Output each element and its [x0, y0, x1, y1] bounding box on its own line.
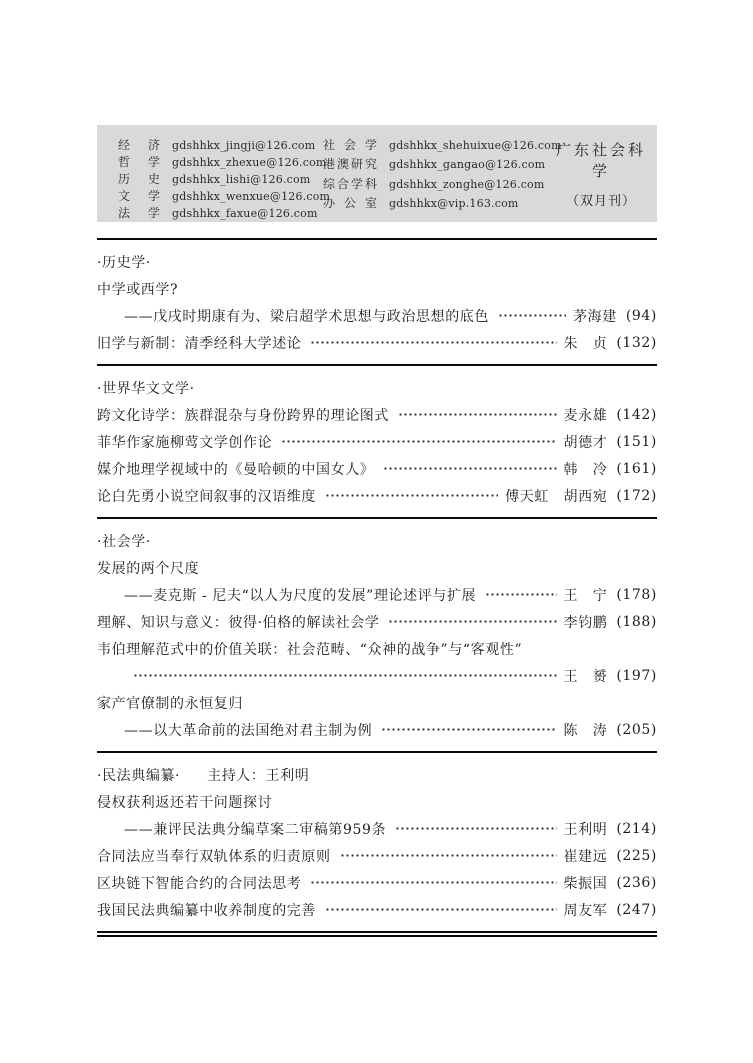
- toc-section-world-chinese-literature: [97, 366, 657, 517]
- page-content: [97, 125, 657, 937]
- bottom-double-rule: [97, 931, 657, 937]
- toc-entry: [97, 302, 657, 329]
- entry-author: 王 赟: [563, 668, 608, 685]
- section-title: ·历史学·: [97, 254, 151, 271]
- dept-email: gdshhkx@vip.163.com: [389, 196, 519, 210]
- entry-page-number: (178): [616, 586, 657, 603]
- dept-email: gdshhkx_wenxue@126.com: [172, 190, 331, 203]
- entry-title: 跨文化诗学：族群混杂与身份跨界的理论图式: [97, 407, 389, 424]
- dept-email: gdshhkx_gangao@126.com: [389, 158, 546, 172]
- dept-label: 历史: [118, 172, 160, 186]
- masthead-row: [323, 155, 551, 172]
- dept-label: 办公室: [323, 195, 377, 210]
- toc-entry: [97, 275, 657, 302]
- entry-author: 崔建远: [563, 848, 608, 865]
- entry-author: 麦永雄: [563, 407, 608, 424]
- toc-entry: [97, 401, 657, 428]
- entry-page-number: (205): [616, 721, 657, 738]
- entry-page-number: (236): [616, 874, 657, 891]
- entry-title: 理解、知识与意义：彼得·伯格的解读社会学: [97, 614, 380, 631]
- toc-entry: [97, 329, 657, 356]
- section-host: 主持人：王利明: [207, 767, 310, 784]
- entry-title: 菲华作家施柳莺文学创作论: [97, 434, 273, 451]
- dept-email: gdshhkx_lishi@126.com: [172, 173, 311, 186]
- entry-title: 韦伯理解范式中的价值关联：社会范畴、“众神的战争”与“客观性”: [97, 641, 523, 658]
- toc-entry: [97, 455, 657, 482]
- toc-entry: [97, 635, 657, 662]
- dot-leader: [340, 842, 557, 869]
- toc-entry: [97, 815, 657, 842]
- masthead-row: [323, 136, 562, 153]
- section-header: [97, 761, 657, 788]
- toc-entry: [97, 689, 657, 716]
- entry-title: 区块链下智能合约的合同法思考: [97, 875, 302, 892]
- entry-title: 发展的两个尺度: [97, 560, 200, 577]
- entry-title: 论白先勇小说空间叙事的汉语维度: [97, 488, 316, 505]
- masthead-left-column: [118, 136, 331, 220]
- entry-page-number: (142): [616, 406, 657, 423]
- entry-page-number: (94): [625, 307, 657, 324]
- toc-section-sociology: [97, 519, 657, 751]
- dot-leader: [498, 302, 566, 329]
- dot-leader: [485, 581, 556, 608]
- dept-email: gdshhkx_zhexue@126.com: [172, 156, 327, 169]
- masthead-row: [118, 170, 323, 187]
- toc-entry: [97, 842, 657, 869]
- entry-title: 侵权获利返还若干问题探讨: [97, 794, 273, 811]
- dot-leader: [325, 482, 498, 509]
- entry-author: 朱 贞: [563, 335, 608, 352]
- entry-page-number: (161): [616, 460, 657, 477]
- section-title: ·社会学·: [97, 533, 151, 550]
- entry-page-number: (197): [616, 667, 657, 684]
- section-header: [97, 527, 657, 554]
- masthead-row: [118, 204, 323, 221]
- dot-leader: [133, 662, 557, 689]
- masthead-row: [118, 187, 331, 204]
- entry-subtitle: ——麦克斯 - 尼夫“以人为尺度的发展”理论述评与扩展: [124, 587, 477, 604]
- entry-title: 旧学与新制：清季经科大学述论: [97, 335, 302, 352]
- entry-author: 周友军: [563, 902, 608, 919]
- toc-entry: [97, 788, 657, 815]
- dept-label: 社会学: [323, 138, 377, 152]
- entry-author: 王利明: [563, 821, 608, 838]
- dot-leader: [398, 401, 557, 428]
- journal-subtitle: （双月刊）: [565, 193, 636, 209]
- dept-label: 港澳研究: [323, 157, 377, 172]
- entry-page-number: (188): [616, 613, 657, 630]
- entry-author: 韩 冷: [563, 461, 608, 478]
- masthead-box: [97, 125, 657, 222]
- dept-email: gdshhkx_zonghe@126.com: [389, 177, 545, 191]
- dept-label: 哲学: [118, 155, 160, 169]
- entry-page-number: (214): [616, 820, 657, 837]
- toc-entry: [97, 896, 657, 923]
- entry-title: 中学或西学?: [97, 281, 179, 298]
- toc-entry: [97, 608, 657, 635]
- dept-email: gdshhkx_faxue@126.com: [172, 207, 318, 220]
- section-header: [97, 374, 657, 401]
- entry-page-number: (247): [616, 901, 657, 918]
- toc-entry: [97, 482, 657, 509]
- journal-name-block: [551, 136, 651, 211]
- entry-page-number: (151): [616, 433, 657, 450]
- entry-title: 合同法应当奉行双轨体系的归责原则: [97, 848, 331, 865]
- journal-title: 广东社会科学: [555, 140, 646, 180]
- toc-section-history: [97, 240, 657, 364]
- masthead-right-column: [323, 136, 562, 211]
- toc-entry: [97, 581, 657, 608]
- dot-leader: [383, 455, 556, 482]
- entry-author: 陈 涛: [563, 722, 608, 739]
- toc-entry: [97, 662, 657, 689]
- entry-author: 王 宁: [563, 587, 608, 604]
- dot-leader: [381, 716, 556, 743]
- entry-page-number: (132): [616, 334, 657, 351]
- entry-author: 李钧鹏: [563, 614, 608, 631]
- entry-subtitle: ——兼评民法典分编草案二审稿第959条: [124, 821, 387, 838]
- masthead-row: [323, 194, 551, 211]
- dot-leader: [388, 608, 556, 635]
- entry-author: 胡德才: [563, 434, 608, 451]
- toc-entry: [97, 716, 657, 743]
- dot-leader: [310, 869, 556, 896]
- entry-page-number: (225): [616, 847, 657, 864]
- dot-leader: [395, 815, 556, 842]
- dept-label: 文学: [118, 189, 160, 203]
- entry-subtitle: ——以大革命前的法国绝对君主制为例: [124, 722, 373, 739]
- section-title: ·民法典编纂·: [97, 767, 181, 784]
- entry-author: 傅天虹 胡西宛: [505, 488, 608, 505]
- masthead-row: [118, 153, 327, 170]
- entry-subtitle: ——戊戌时期康有为、梁启超学术思想与政治思想的底色: [124, 308, 489, 325]
- dept-label: 法学: [118, 206, 160, 220]
- entry-title: 家产官僚制的永恒复归: [97, 695, 243, 712]
- toc-section-civil-code: [97, 753, 657, 931]
- dept-email: gdshhkx_jingji@126.com: [172, 139, 316, 152]
- entry-title: 我国民法典编纂中收养制度的完善: [97, 902, 316, 919]
- toc-entry: [97, 554, 657, 581]
- entry-title: 媒介地理学视域中的《曼哈顿的中国女人》: [97, 461, 375, 478]
- masthead-row: [323, 175, 551, 192]
- section-title: ·世界华文文学·: [97, 380, 195, 397]
- section-header: [97, 248, 657, 275]
- toc-entry: [97, 428, 657, 455]
- masthead-row: [118, 136, 323, 153]
- dot-leader: [310, 329, 556, 356]
- dept-label: 经济: [118, 138, 160, 152]
- dot-leader: [281, 428, 556, 455]
- toc-entry: [97, 869, 657, 896]
- entry-author: 茅海建: [573, 308, 617, 325]
- dot-leader: [325, 896, 557, 923]
- entry-page-number: (172): [616, 487, 657, 504]
- entry-author: 柴振国: [563, 875, 608, 892]
- dept-label: 综合学科: [323, 176, 377, 191]
- dept-email: gdshhkx_shehuixue@126.com: [389, 139, 562, 152]
